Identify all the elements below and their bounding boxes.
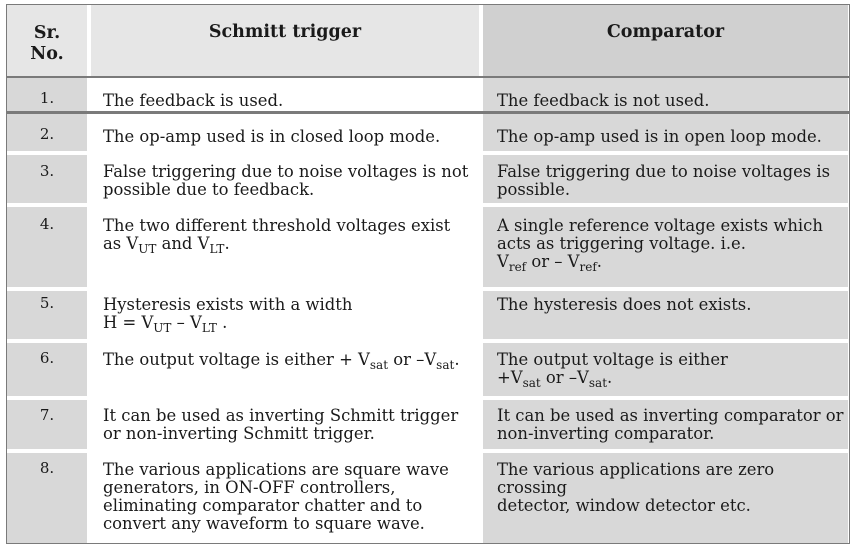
row-number: 1. <box>39 89 55 107</box>
table-row <box>7 207 849 287</box>
row-number: 7. <box>39 406 55 424</box>
header-schmitt <box>91 5 479 76</box>
comparator-cell: The various applications are zero crossing detector, window detector etc. <box>497 460 775 515</box>
table-row <box>7 114 849 151</box>
comparator-cell: The feedback is not used. <box>497 91 710 110</box>
schmitt-cell: It can be used as inverting Schmitt trigger or non-inverting Schmitt trigger. <box>103 406 459 443</box>
header-sr-no <box>7 5 91 76</box>
table-row <box>7 78 849 111</box>
schmitt-cell: The op-amp used is in closed loop mode. <box>103 127 441 146</box>
header-sr-line1: Sr. <box>33 23 61 43</box>
comparator-cell: The op-amp used is in open loop mode. <box>497 127 822 146</box>
schmitt-cell: The output voltage is either + $V_{sat}$ or $-V_{sat}$. <box>103 350 460 372</box>
comparator-cell: A single reference voltage exists which acts as triggering voltage. i.e. $V_{ref}$ or – $V_{ref}$. <box>497 216 823 274</box>
comparison-table <box>6 4 850 544</box>
row-number: 3. <box>39 162 55 180</box>
schmitt-cell: Hysteresis exists with a width $H = V_{UT} - V_{LT}$ . <box>103 295 353 335</box>
comparator-cell: The output voltage is either $+V_{sat}$ or $-V_{sat}$. <box>497 350 728 390</box>
row-number: 8. <box>39 459 55 477</box>
table-header-row <box>7 5 849 76</box>
comparator-cell: The hysteresis does not exists. <box>497 295 752 314</box>
header-comparator <box>479 5 848 76</box>
comparator-cell: False triggering due to noise voltages is possible. <box>497 162 831 199</box>
table-row <box>7 291 849 339</box>
table-row <box>7 343 849 396</box>
table-row <box>7 453 849 543</box>
row-number: 2. <box>39 125 55 143</box>
table-row <box>7 400 849 449</box>
table-row <box>7 155 849 203</box>
row-number: 6. <box>39 349 55 367</box>
header-sr-line2: No. <box>30 44 64 64</box>
schmitt-cell: The various applications are square wave generators, in ON-OFF controllers, eliminating comparator chatter and to convert any waveform to square wave. <box>103 460 449 533</box>
header-comparator-label: Comparator <box>606 22 725 42</box>
schmitt-cell: The two different threshold voltages exist as $V_{UT}$ and $V_{LT}$. <box>103 216 451 256</box>
schmitt-cell: False triggering due to noise voltages is not possible due to feedback. <box>103 162 469 199</box>
row-number: 4. <box>39 215 55 233</box>
schmitt-cell: The feedback is used. <box>103 91 284 110</box>
comparator-cell: It can be used as inverting comparator or non-inverting comparator. <box>497 406 844 443</box>
row-number: 5. <box>39 294 55 312</box>
header-schmitt-label: Schmitt trigger <box>208 22 362 42</box>
